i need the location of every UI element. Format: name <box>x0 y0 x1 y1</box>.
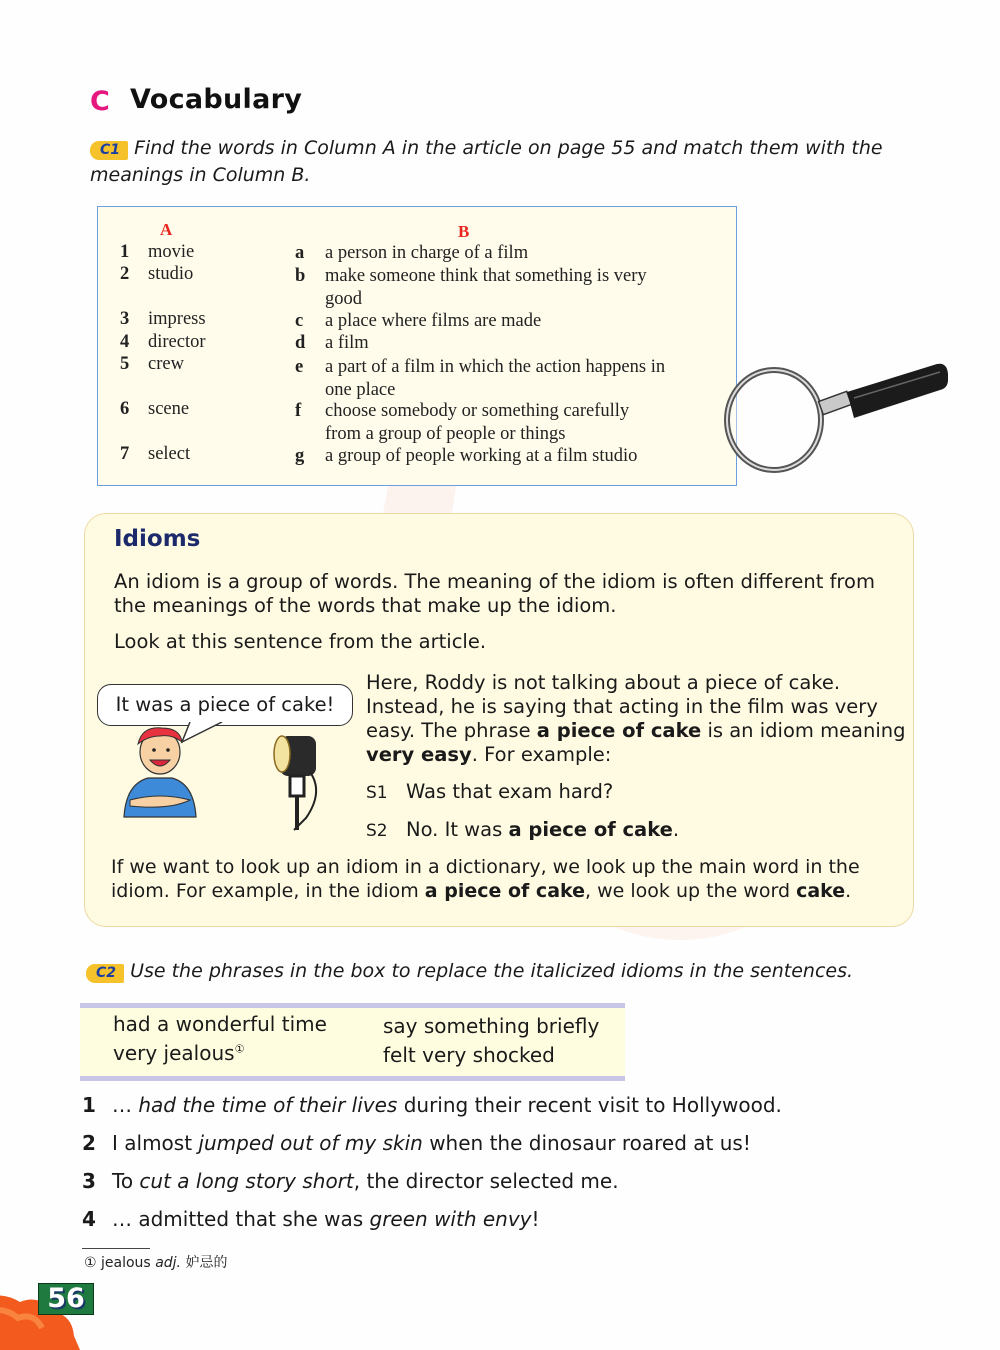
phrase-item: say something briefly <box>383 1014 600 1038</box>
cartoon-illustration <box>110 722 350 832</box>
phrase-item: felt very shocked <box>383 1043 555 1067</box>
column-b-item: g a group of people working at a film studio <box>295 446 638 466</box>
exercise-sentence: 1 … had the time of their lives during their recent visit to Hollywood. <box>82 1093 782 1117</box>
idioms-look-at: Look at this sentence from the article. <box>114 630 487 653</box>
column-a-item: 4 director <box>120 332 206 352</box>
column-a-item: 2 studio <box>120 264 194 284</box>
column-a-header: A <box>160 220 173 239</box>
column-b-item: f choose somebody or something carefully from a group of people or things <box>295 401 630 444</box>
column-a-item: 1 movie <box>120 242 195 262</box>
c2-instruction: Use the phrases in the box to replace the italicized idioms in the sentences. <box>130 960 854 982</box>
c1-instruction-block <box>90 135 920 189</box>
magnifying-glass-icon <box>722 360 952 475</box>
c2-tag: C2 <box>86 964 124 983</box>
idioms-title: Idioms <box>114 526 201 552</box>
example-s2: S2 No. It was a piece of cake. <box>366 818 680 841</box>
column-b-item: b make someone think that something is very good <box>295 266 647 309</box>
section-letter: C <box>90 86 110 117</box>
c1-tag: C1 <box>90 141 128 160</box>
example-s1: S1 Was that exam hard? <box>366 780 614 803</box>
footnote: ① jealous adj. 妒忌的 <box>84 1255 228 1271</box>
column-a-item: 5 crew <box>120 354 184 374</box>
c2-instruction-block <box>86 958 946 985</box>
section-title: Vocabulary <box>130 84 303 115</box>
speech-bubble: It was a piece of cake! <box>97 684 353 726</box>
exercise-sentence: 4 … admitted that she was green with envy! <box>82 1207 540 1231</box>
idioms-explanation: Here, Roddy is not talking about a piece of cake. Instead, he is saying that acting in the film was very easy. The phrase a piece of cake is an idiom meaning very easy. For example: <box>366 671 906 766</box>
column-b-item: c a place where films are made <box>295 311 542 331</box>
column-b-item: d a film <box>295 333 369 353</box>
column-b-header: B <box>458 222 470 241</box>
exercise-sentence: 3 To cut a long story short, the director selected me. <box>82 1169 619 1193</box>
column-a-item: 3 impress <box>120 309 206 329</box>
c1-instruction: Find the words in Column A in the article on page 55 and match them with the meanings in Column B. <box>90 137 883 186</box>
footnote-divider <box>82 1248 150 1249</box>
column-b-item: a a person in charge of a film <box>295 243 529 263</box>
idioms-intro: An idiom is a group of words. The meaning of the idiom is often different from the meanings of the words that make up the idiom. <box>114 570 875 617</box>
column-a-item: 7 select <box>120 444 191 464</box>
phrase-item: very jealous① <box>113 1041 245 1065</box>
column-b-item: e a part of a film in which the action happens in one place <box>295 357 666 400</box>
studio-lamp <box>274 736 316 830</box>
footnote-marker: ① <box>234 1042 245 1056</box>
phrase-item: had a wonderful time <box>113 1012 327 1036</box>
column-a-item: 6 scene <box>120 399 190 419</box>
page-number: 56 <box>38 1283 94 1315</box>
idioms-lookup-note: If we want to look up an idiom in a dictionary, we look up the main word in the idiom. For example, in the idiom a piece of cake, we look up the word cake. <box>111 856 860 902</box>
exercise-sentence: 2 I almost jumped out of my skin when the dinosaur roared at us! <box>82 1131 751 1155</box>
